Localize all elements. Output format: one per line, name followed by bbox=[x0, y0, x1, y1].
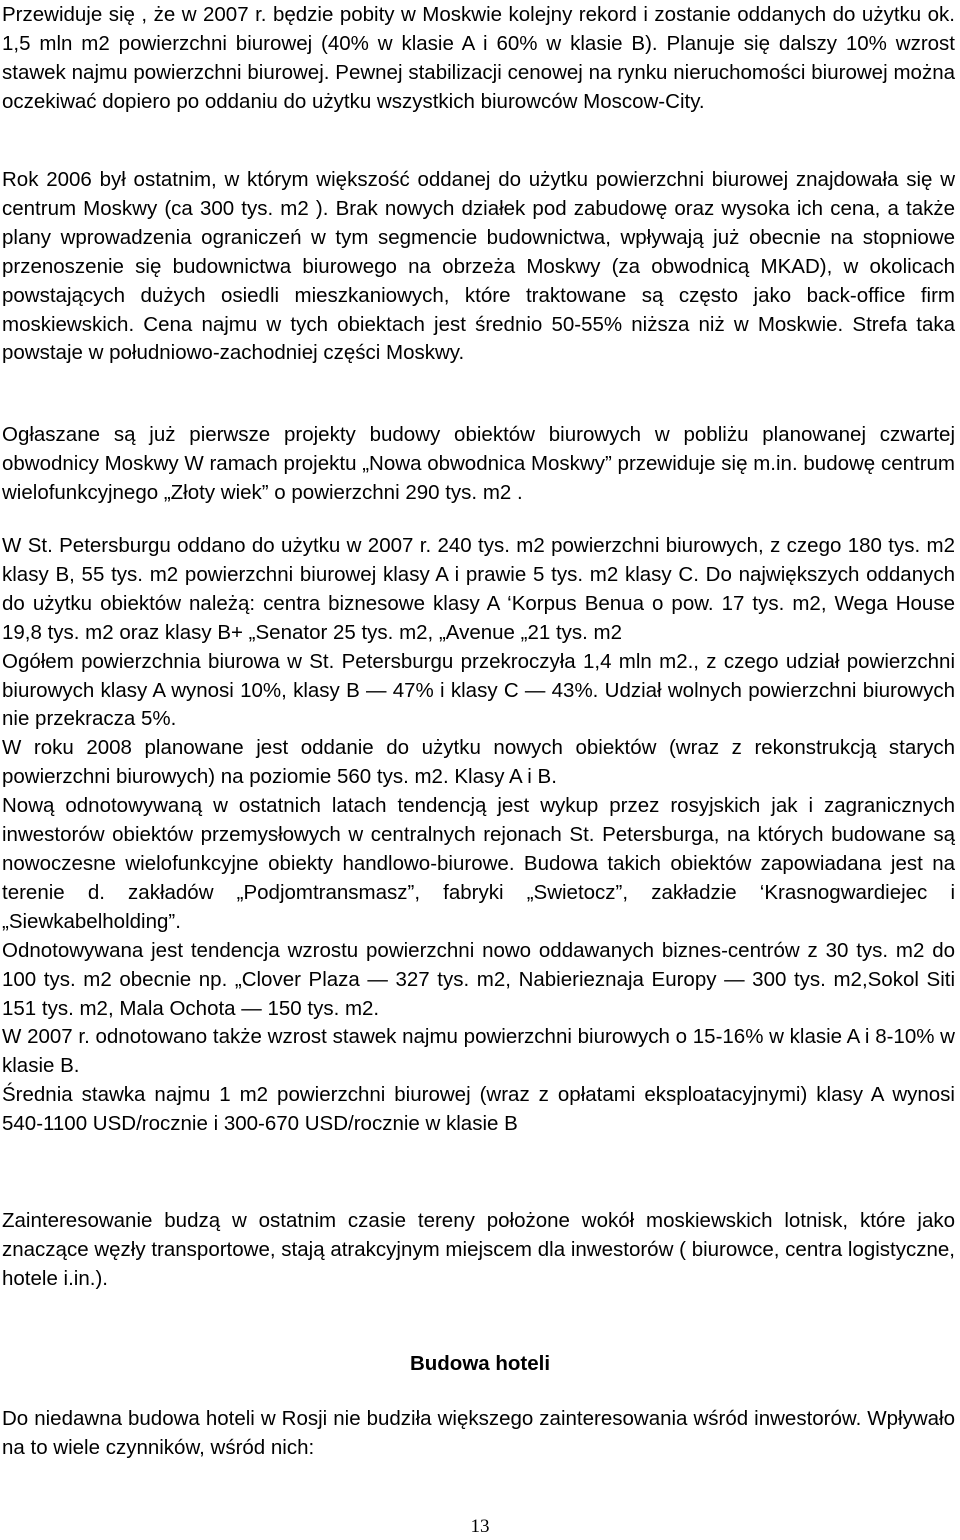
paragraph-rent-growth: W 2007 r. odnotowano także wzrost stawek najmu powierzchni biurowych o 15-16% w klasie A i 8-10% w klasie B. bbox=[2, 1025, 955, 1078]
paragraph-business-centres: Odnotowywana jest tendencja wzrostu powierzchni nowo oddawanych biznes-centrów z 30 tys. m2 do 100 tys. m2 obecnie np. „Clover Plaza — 327 tys. m2, Nabierieznaja Europy — 300 tys. m2,Sokol Siti 151 tys. m2, Mala Ochota — 150 tys. m2. bbox=[2, 938, 955, 1020]
paragraph-industrial-buyout: Nową odnotowywaną w ostatnich latach tendencją jest wykup przez rosyjskich jak i zagranicznych inwestorów obiektów przemysłowych w centralnych rejonach St. Petersburga, na których budowane są nowoczesne wielofunkcyjne obiekty handlowo-biurowe. Budowa takich obiektów zapowiadana jest na terenie d. zakładów „Podjomtransmasz”, fabryki „Swietocz”, zakładzie ‘Krasnogwardiejec i „Siewkabelholding”. bbox=[2, 794, 955, 933]
section-heading: Budowa hoteli bbox=[409, 1352, 551, 1375]
paragraph-moscow-2006: Rok 2006 był ostatnim, w którym większość oddanej do użytku powierzchni biurowej znajdowała się w centrum Moskwy (ca 300 tys. m2 ). Brak nowych działek pod zabudowę oraz wysoka ich cena, a także plany wprowadzenia ograniczeń w tym segmencie budownictwa, wpływają już obecnie na stopniowe przenoszenie się budownictwa biurowego na obrzeża Moskwy (za obwodnicą MKAD), w okolicach powstających dużych osiedli mieszkaniowych, które traktowane są często jako back-office firm moskiewskich. Cena najmu w tych obiektach jest średnio 50-55% niższa niż w Moskwie. Strefa taka powstaje w południowo-zachodniej części Moskwy. bbox=[2, 168, 955, 365]
paragraph-st-petersburg-2007: W St. Petersburgu oddano do użytku w 2007 r. 240 tys. m2 powierzchni biurowych, z czego 180 tys. m2 klasy B, 55 tys. m2 powierzchni biurowej klasy A i prawie 5 tys. m2 klasy C. Do największych oddanych do użytku obiektów należą: centra biznesowe klasy A ‘Korpus Benua o pow. 17 tys. m2, Wega House 19,8 tys. m2 oraz klasy B+ „Senator 25 tys. m2, „Avenue „21 tys. m2 bbox=[2, 534, 955, 644]
paragraph-fourth-ring: Ogłaszane są już pierwsze projekty budowy obiektów biurowych w pobliżu planowanej czwartej obwodnicy Moskwy W ramach projektu „Nowa obwodnica Moskwy” przewiduje się m.in. budowę centrum wielofunkcyjnego „Złoty wiek” o powierzchni 290 tys. m2 . bbox=[2, 423, 955, 504]
paragraph-hotels: Do niedawna budowa hoteli w Rosji nie budziła większego zainteresowania wśród inwestorów. Wpływało na to wiele czynników, wśród nich: bbox=[2, 1407, 955, 1459]
paragraph-st-petersburg-total: Ogółem powierzchnia biurowa w St. Petersburgu przekroczyła 1,4 mln m2., z czego udział powierzchni biurowych klasy A wynosi 10%, klasy B — 47% i klasy C — 43%. Udział wolnych powierzchni biurowych nie przekracza 5%. bbox=[2, 649, 955, 731]
text-section-fourth-ring bbox=[2, 421, 955, 508]
text-section-st-petersburg bbox=[2, 532, 955, 1139]
paragraph-moscow-forecast: Przewiduje się , że w 2007 r. będzie pobity w Moskwie kolejny rekord i zostanie oddanych do użytku ok. 1,5 mln m2 powierzchni biurowej (40% w klasie A i 60% w klasie B). Planuje się dalszy 10% wzrost stawek najmu powierzchni biurowej. Pewnej stabilizacji cenowej na rynku nieruchomości biurowej można oczekiwać dopiero po oddaniu do użytku wszystkich biurowców Moscow-City. bbox=[2, 3, 955, 113]
paragraph-average-rent: Średnia stawka najmu 1 m2 powierzchni biurowej (wraz z opłatami eksploatacyjnymi) klasy A wynosi 540-1100 USD/rocznie i 300-670 USD/rocznie w klasie B bbox=[2, 1083, 955, 1136]
paragraph-airports: Zainteresowanie budzą w ostatnim czasie tereny położone wokół moskiewskich lotnisk, które jako znaczące węzły transportowe, stają atrakcyjnym miejscem dla inwestorów ( biurowce, centra logistyczne, hotele i.in.). bbox=[2, 1209, 955, 1290]
text-section-moscow-2006 bbox=[2, 166, 955, 368]
text-section-airports bbox=[2, 1207, 955, 1294]
page-number: 13 bbox=[470, 1516, 490, 1537]
paragraph-st-petersburg-2008: W roku 2008 planowane jest oddanie do użytku nowych obiektów (wraz z rekonstrukcją starych powierzchni biurowych) na poziomie 560 tys. m2. Klasy A i B. bbox=[2, 736, 955, 789]
text-section-hotels bbox=[2, 1405, 955, 1463]
text-section-moscow-forecast bbox=[2, 1, 955, 117]
